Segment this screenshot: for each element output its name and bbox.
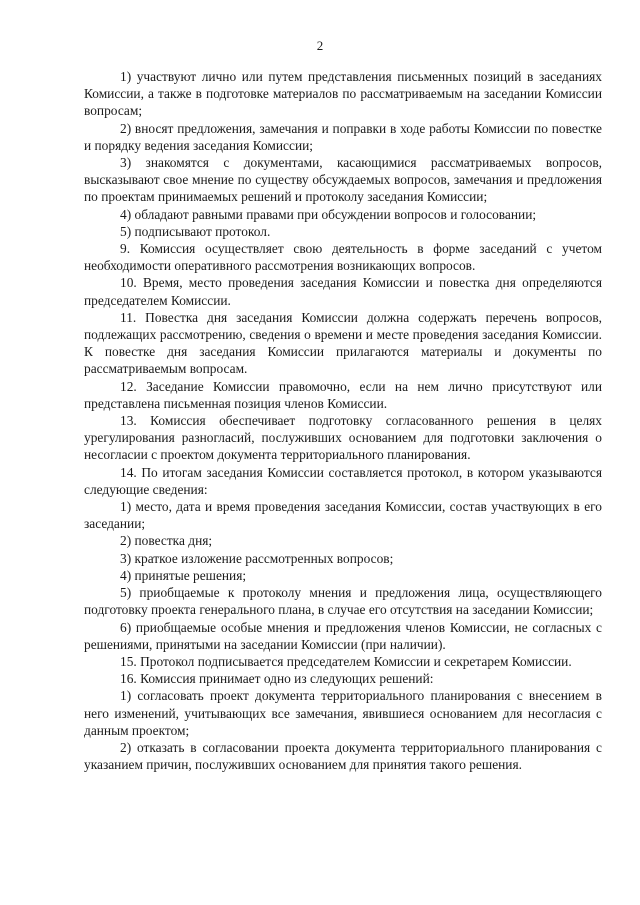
paragraph: 4) обладают равными правами при обсуждении вопросов и голосовании; [120, 206, 537, 222]
paragraph: 3) краткое изложение рассмотренных вопросов; [120, 550, 394, 566]
paragraph: 5) подписывают протокол. [120, 223, 271, 239]
paragraph: 3) знакомятся с документами, касающимися рассматриваемых вопросов, высказывают свое мнение по существу обсуждаемых вопросов, замечания и предложения по проектам принимаемых решений и протоколу заседания Комиссии; [84, 155, 602, 205]
paragraph: 16. Комиссия принимает одно из следующих решений: [120, 671, 434, 687]
paragraph: 2) отказать в согласовании проекта документа территориального планирования с указанием причин, послуживших основанием для принятия такого решения. [84, 739, 602, 773]
paragraph: 11. Повестка дня заседания Комиссии должна содержать перечень вопросов, подлежащих рассмотрению, сведения о времени и месте проведения заседания Комиссии. К повестке дня заседания Комиссии прилагаются материалы и документы по рассматриваемым вопросам. [84, 309, 602, 377]
paragraph: 12. Заседание Комиссии правомочно, если на нем лично присутствуют или представлена письменная позиция членов Комиссии. [84, 378, 602, 411]
paragraph: 1) место, дата и время проведения заседания Комиссии, состав участвующих в его заседании; [84, 499, 602, 532]
paragraph: 2) вносят предложения, замечания и поправки в ходе работы Комиссии по повестке и порядку ведения заседания Комиссии; [84, 120, 602, 153]
paragraph: 14. По итогам заседания Комиссии составляется протокол, в котором указываются следующие сведения: [84, 464, 602, 497]
paragraph: 9. Комиссия осуществляет свою деятельность в форме заседаний с учетом необходимости оперативного рассмотрения возникающих вопросов. [84, 241, 602, 274]
paragraph: 1) участвуют лично или путем представления письменных позиций в заседаниях Комиссии, а также в подготовке материалов по рассматриваемым на заседании Комиссии вопросам; [84, 69, 602, 119]
paragraph: 2) повестка дня; [120, 533, 213, 549]
paragraph: 1) согласовать проект документа территориального планирования с внесением в него изменений, учитывающих все замечания, явившиеся основанием для несогласия с данным проектом; [84, 688, 602, 738]
paragraph: 15. Протокол подписывается председателем Комиссии и секретарем Комиссии. [120, 653, 572, 669]
paragraph: 5) приобщаемые к протоколу мнения и предложения лица, осуществляющего подготовку проекта генерального плана, в случае его отсутствия на заседании Комиссии; [84, 585, 602, 618]
page-number: 2 [316, 38, 324, 53]
paragraph: 10. Время, место проведения заседания Комиссии и повестка дня определяются председателем Комиссии. [84, 275, 602, 308]
paragraph: 13. Комиссия обеспечивает подготовку согласованного решения в целях урегулирования разногласий, послуживших основанием для подготовки заключения о несогласии с проектом документа территориального планирования. [84, 413, 602, 463]
paragraph: 6) приобщаемые особые мнения и предложения членов Комиссии, не согласных с решениями, принятыми на заседании Комиссии (при наличии). [84, 619, 602, 652]
paragraph: 4) принятые решения; [120, 567, 247, 583]
document-body [84, 68, 602, 773]
